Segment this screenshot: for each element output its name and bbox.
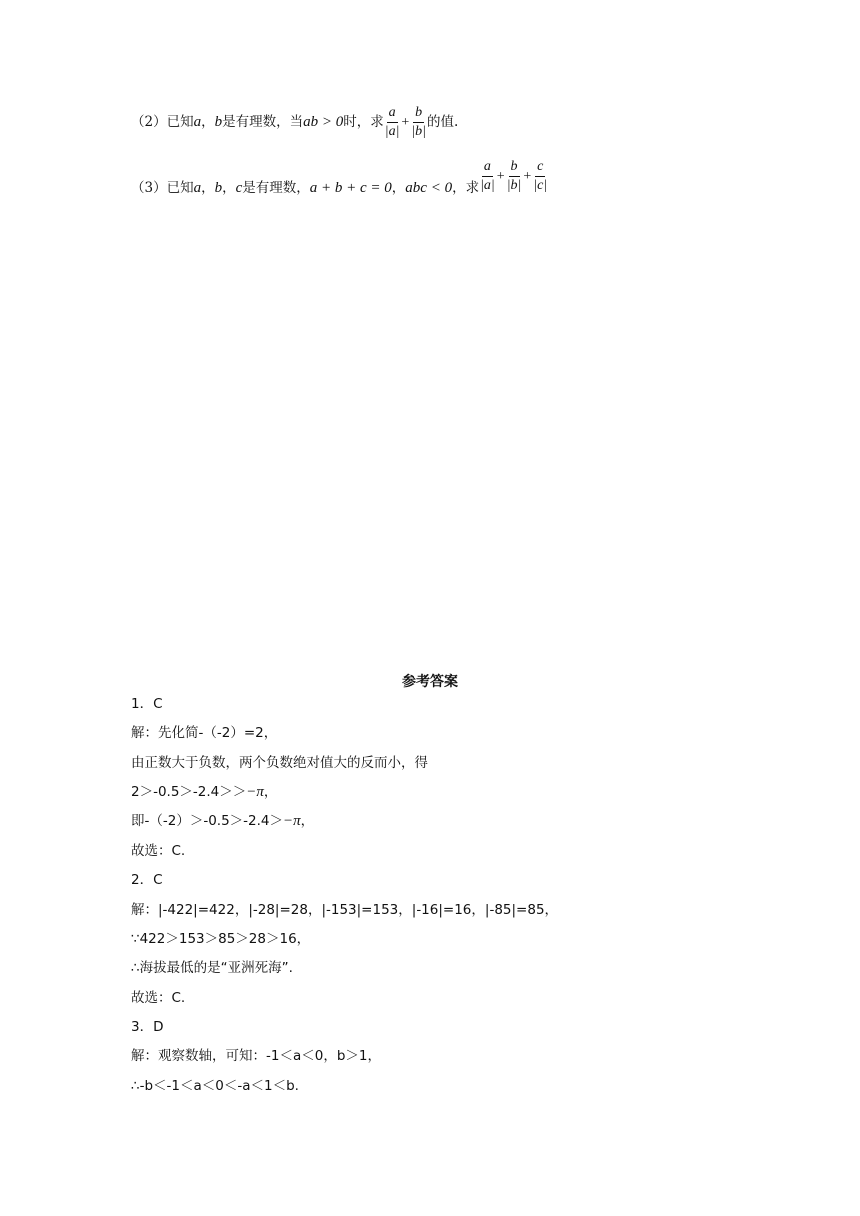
fraction-denominator: |b| [506,178,522,193]
answer-line-ordering [131,780,277,801]
answer-line: 解：|-422|=422，|-28|=28，|-153|=153，|-16|=16，|-85|=85， [131,902,559,918]
answer-line: 3．D [131,1019,164,1035]
negative-pi: −π [246,784,264,800]
answer-line: ∵422＞153＞85＞28＞16， [131,931,311,947]
problem-3 [131,160,548,197]
fraction-denominator: |b| [411,124,427,139]
answer-line: ∴-b＜-1＜a＜0＜-a＜1＜b. [131,1078,299,1094]
answer-line: 1．C [131,696,163,712]
answer-line: ∴海拔最低的是“亚洲死海”. [131,960,293,976]
condition-ab: ab > 0 [303,114,344,130]
problem-3-mid: 是有理数， [242,180,310,196]
answer-line: 解：观察数轴，可知：-1＜a＜0，b＞1， [131,1048,381,1064]
comma: ， [263,784,278,800]
comma: ， [300,813,315,829]
fraction-numerator: b [509,160,520,177]
negative-pi: −π [283,813,301,829]
fraction-b [411,106,426,139]
plus-sign: + [523,168,532,184]
var-c: c [235,180,243,196]
problem-3-prefix: （3）已知 [131,180,194,196]
condition-product: abc < 0 [405,180,453,196]
fraction-numerator: a [387,106,398,123]
problem-2-suffix: 的值. [427,114,459,130]
separator: ， [201,180,215,196]
fraction-a [480,160,495,193]
condition-sum: a + b + c = 0 [309,180,392,196]
fraction-a [385,106,400,139]
separator: ， [391,180,406,196]
fraction-numerator: a [482,160,493,177]
var-a: a [193,114,202,130]
fraction-denominator: |c| [533,178,548,193]
answer-line: 故选：C. [131,843,186,859]
answer-line: 故选：C. [131,990,186,1006]
fraction-c [533,160,547,193]
var-b: b [214,114,223,130]
problem-2-mid2: 时，求 [343,114,384,130]
answer-line: 由正数大于负数，两个负数绝对值大的反而小，得 [131,755,428,771]
fraction-denominator: |a| [480,178,495,193]
fraction-b [507,160,522,193]
plus-sign: + [401,114,410,130]
problem-2-mid: 是有理数，当 [222,114,304,130]
answers-title: 参考答案 [402,674,458,690]
fraction-numerator: c [535,160,545,177]
answer-line-ordering [131,809,314,830]
problem-2 [131,106,458,139]
plus-sign: + [496,168,505,184]
var-a: a [193,180,202,196]
answer-line: 2．C [131,872,163,888]
ordering-text: 2＞-0.5＞-2.4＞＞ [131,784,247,800]
answer-line: 解：先化简-（-2）=2， [131,725,278,741]
separator: ， [201,114,215,130]
fraction-numerator: b [413,106,424,123]
var-b: b [214,180,223,196]
fraction-denominator: |a| [384,124,400,139]
separator: ， [222,180,236,196]
problem-3-mid2: ，求 [452,180,480,196]
problem-2-prefix: （2）已知 [131,114,194,130]
ordering-text: 即-（-2）＞-0.5＞-2.4＞ [131,813,284,829]
